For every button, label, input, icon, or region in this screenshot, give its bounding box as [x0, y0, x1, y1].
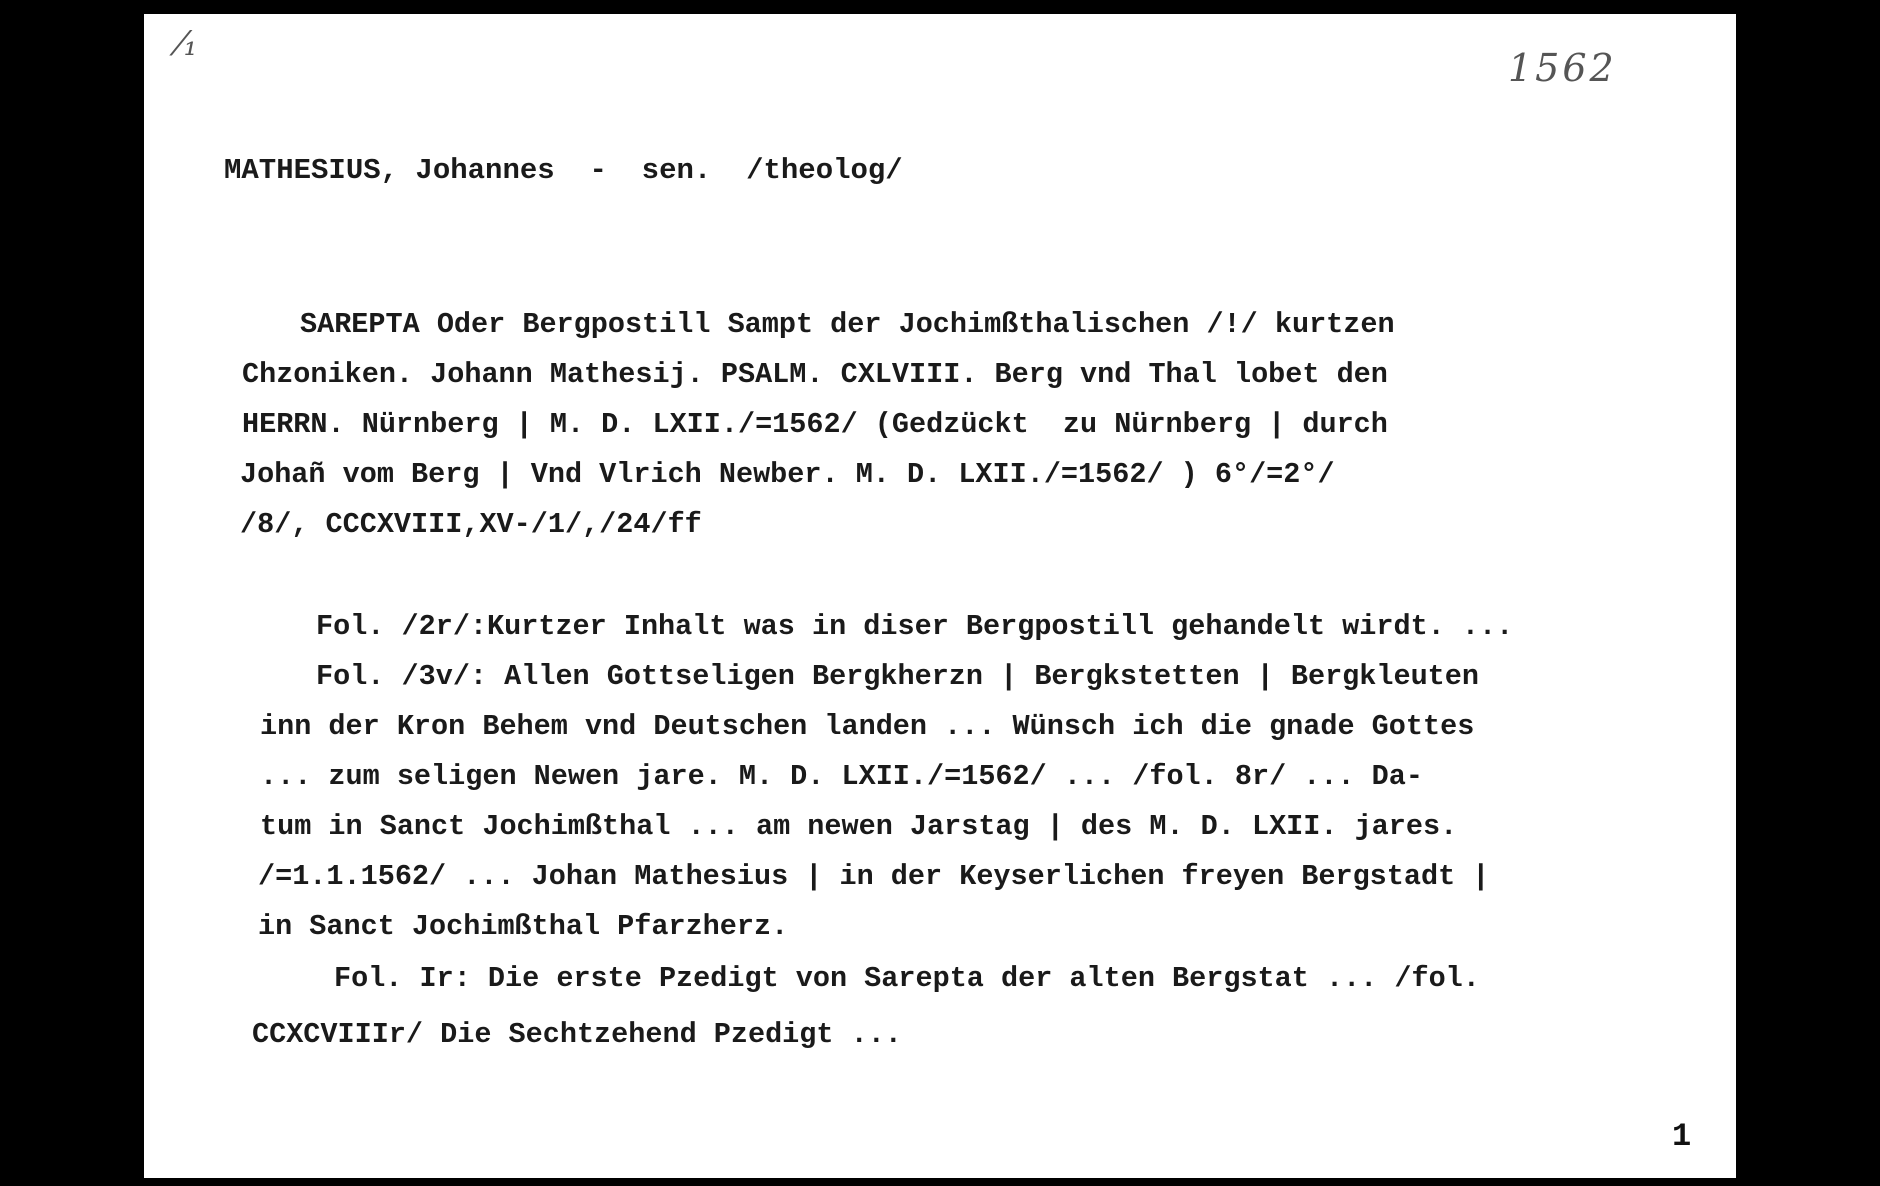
- entry-line: SAREPTA Oder Bergpostill Sampt der Jochimßthalischen /!/ kurtzen: [300, 308, 1395, 341]
- catalog-card: [144, 14, 1736, 1178]
- notes-line: tum in Sanct Jochimßthal ... am newen Jarstag | des M. D. LXII. jares.: [260, 810, 1458, 843]
- notes-line: in Sanct Jochimßthal Pfarzherz.: [258, 910, 789, 943]
- card-heading: MATHESIUS, Johannes - sen. /theolog/: [224, 154, 903, 187]
- notes-line: inn der Kron Behem vnd Deutschen landen ... Wünsch ich die gnade Gottes: [260, 710, 1475, 743]
- handwritten-year: 1562: [1508, 46, 1617, 90]
- entry-line: HERRN. Nürnberg | M. D. LXII./=1562/ (Gedzückt zu Nürnberg | durch: [242, 408, 1388, 441]
- notes-line: /=1.1.1562/ ... Johan Mathesius | in der Keyserlichen freyen Bergstadt |: [258, 860, 1490, 893]
- notes-line: ... zum seligen Newen jare. M. D. LXII./=1562/ ... /fol. 8r/ ... Da-: [260, 760, 1423, 793]
- notes-line: Fol. /3v/: Allen Gottseligen Bergkherzn | Bergkstetten | Bergkleuten: [316, 660, 1479, 693]
- entry-line: /8/, CCCXVIII,XV-/1/,/24/ff: [240, 508, 702, 541]
- notes-line: CCXCVIIIr/ Die Sechtzehend Pzedigt ...: [252, 1018, 902, 1051]
- entry-line: Chzoniken. Johann Mathesij. PSALM. CXLVIII. Berg vnd Thal lobet den: [242, 358, 1388, 391]
- notes-line: Fol. /2r/:Kurtzer Inhalt was in diser Bergpostill gehandelt wirdt. ...: [316, 610, 1514, 643]
- page-number: 1: [1672, 1118, 1692, 1155]
- corner-handwritten-mark: ⁄₁: [178, 24, 198, 64]
- notes-line: Fol. Ir: Die erste Pzedigt von Sarepta der alten Bergstat ... /fol.: [334, 962, 1480, 995]
- entry-line: Johañ vom Berg | Vnd Vlrich Newber. M. D. LXII./=1562/ ) 6°/=2°/: [240, 458, 1335, 491]
